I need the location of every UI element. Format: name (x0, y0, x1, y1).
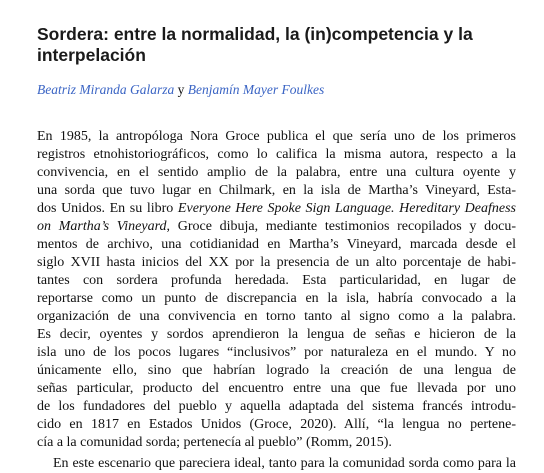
paragraph-line (37, 236, 516, 254)
text-run: mentos de archivo, una cotidianidad en Martha’s Vineyard, marcada desde el (37, 237, 516, 252)
text-run: señas particular, producto del encuentro entre una que fue llevada por uno (37, 381, 516, 396)
paragraph-line (37, 326, 516, 344)
book-title-italic: on Martha’s Vineyard (37, 219, 167, 234)
article-title (37, 24, 507, 66)
paragraph-line (37, 344, 516, 362)
author-list (37, 81, 324, 99)
paragraph-line (37, 146, 516, 164)
paragraph-line (37, 398, 516, 416)
text-run: únicamente ello, sino que habrían logrado la creación de una lengua de (37, 363, 516, 378)
paragraph-line (37, 200, 516, 218)
article-title-line-1: Sordera: entre la normalidad, la (in)competencia y la (37, 24, 473, 44)
paragraph-line (37, 434, 516, 452)
paragraph-line (37, 218, 516, 236)
text-run: reportarse como un punto de discrepancia en la isla, habría convocado a la (37, 291, 516, 306)
paragraph-line (37, 290, 516, 308)
text-run: convivencia, en el sentido amplio de la palabra, entre una cultura oyente y (37, 165, 516, 180)
text-run: , Groce dibuja, mediante testimonios recopilados y docu- (166, 219, 516, 234)
text-run: organización de una convivencia en torno tanto al signo como a la palabra. (37, 309, 516, 324)
text-run: una sorda que tuvo lugar en Chilmark, en la isla de Martha’s Vineyard, Esta- (37, 183, 516, 198)
text-run: cía a la comunidad sorda; pertenecía al pueblo” (Romm, 2015). (37, 435, 392, 450)
paragraph-line (37, 182, 516, 200)
next-paragraph-partial: En este escenario que pareciera ideal, tanto para la comunidad sorda como para la (53, 456, 516, 471)
paragraph-line (37, 272, 516, 290)
author-link[interactable]: Benjamín Mayer Foulkes (187, 82, 325, 97)
paragraph-line (37, 164, 516, 182)
paragraph-line (37, 416, 516, 434)
text-run: dos Unidos. En su libro (37, 201, 178, 216)
paragraph-line (37, 254, 516, 272)
text-run: tantes con sordera profunda heredada. Esta particularidad, en lugar de (37, 273, 516, 288)
article-paragraph (37, 128, 516, 471)
text-run: cido en 1817 en Estados Unidos (Groce, 2020). Allí, “la lengua no pertene- (37, 417, 516, 432)
author-conjunction: y (177, 82, 185, 97)
text-run: de los fundadores del pueblo y aquella adaptada del sistema francés introdu- (37, 399, 516, 414)
author-link[interactable]: Beatriz Miranda Galarza (37, 82, 175, 97)
paragraph-line (37, 128, 516, 146)
text-run: siglo XVII hasta inicios del XX por la presencia de un alto porcentaje de habi- (37, 255, 516, 270)
text-run: registros etnohistoriográficos, como lo califica la misma autora, respecto a la (37, 147, 516, 162)
paragraph-line (37, 362, 516, 380)
text-run: En 1985, la antropóloga Nora Groce publica el que sería uno de los primeros (37, 129, 516, 144)
paragraph-line (37, 380, 516, 398)
text-run: isla uno de los pocos lugares “inclusivos” por naturaleza en el mundo. Y no (37, 345, 516, 360)
text-run: Es decir, oyentes y sordos aprendieron la lengua de señas e hicieron de la (37, 327, 516, 342)
book-title-italic: Everyone Here Spoke Sign Language. Hereditary Deafness (177, 201, 516, 216)
paragraph-line (37, 308, 516, 326)
article-title-line-2: interpelación (37, 45, 146, 65)
